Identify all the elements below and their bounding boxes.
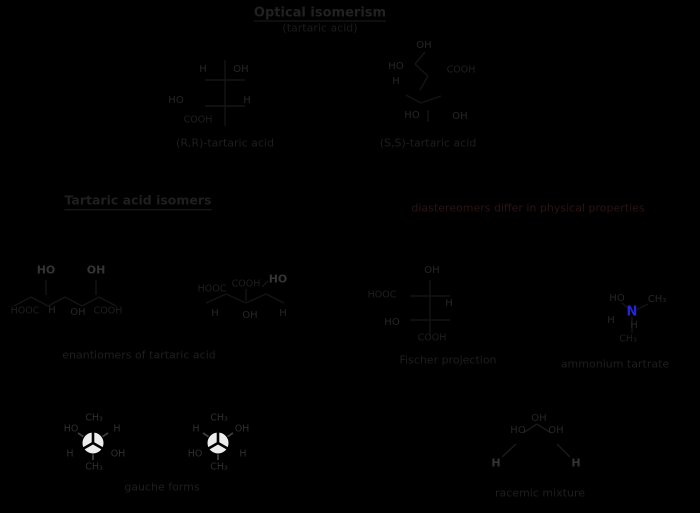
atom-label: OH xyxy=(242,310,258,321)
atom-label: H xyxy=(279,308,287,319)
atom-label: COOH xyxy=(183,114,213,126)
atom-label: HO xyxy=(268,272,288,286)
page-title: Optical isomerism xyxy=(253,5,387,21)
newman-substituent-label: OH xyxy=(110,448,126,460)
atom-label: OH xyxy=(424,265,440,276)
newman-substituent-label: CH₃ xyxy=(210,412,228,424)
atom-label: H xyxy=(445,298,453,309)
newman-substituent-label: HO xyxy=(63,423,79,435)
structure-caption: enantiomers of tartaric acid xyxy=(62,348,216,362)
bonds-middle-1 xyxy=(14,280,116,306)
atom-label: HO xyxy=(388,61,404,72)
atom-label: HO xyxy=(384,317,400,328)
note-text: diastereomers differ in physical properties xyxy=(411,201,645,215)
structure-caption: racemic mixture xyxy=(494,486,586,500)
atom-label: OH xyxy=(416,40,432,51)
atom-label: HO xyxy=(404,110,420,121)
newman-projection-a xyxy=(78,432,108,460)
atom-label: OH xyxy=(70,307,86,318)
page-subtitle: (tartaric acid) xyxy=(282,21,358,35)
atom-label: HO xyxy=(36,263,56,277)
atom-label: H xyxy=(243,95,251,106)
structure-caption: (S,S)-tartaric acid xyxy=(379,136,477,150)
atom-label: H xyxy=(571,456,581,470)
newman-substituent-label: OH xyxy=(234,423,250,435)
newman-substituent-label: H xyxy=(239,448,247,460)
newman-substituent-label: H xyxy=(192,423,200,435)
atom-label: HO xyxy=(609,293,625,304)
newman-substituent-label: CH₃ xyxy=(85,461,103,473)
atom-label: H xyxy=(211,308,219,319)
structure-caption: Fischer projection xyxy=(399,353,497,367)
atom-label: HOOC xyxy=(367,289,397,301)
atom-label: H xyxy=(392,76,400,87)
structure-caption: (R,R)-tartaric acid xyxy=(176,136,274,150)
atom-label: HO xyxy=(510,425,526,436)
atom-label: H xyxy=(199,64,207,75)
atom-label: HOOC xyxy=(10,305,40,317)
atom-label: CH₃ xyxy=(619,333,637,345)
atom-label: H xyxy=(48,305,56,316)
atom-label: H xyxy=(607,315,615,326)
atom-label: H xyxy=(491,456,501,470)
atom-label: COOH xyxy=(231,278,261,290)
atom-label: OH xyxy=(452,111,468,122)
atom-label: OH xyxy=(233,64,249,75)
newman-substituent-label: H xyxy=(66,448,74,460)
bonds-middle-3 xyxy=(410,280,450,336)
atom-label: OH xyxy=(548,425,564,436)
atom-label: COOH xyxy=(417,332,447,344)
nitrogen-atom-label: N xyxy=(626,304,638,320)
atom-label: OH xyxy=(86,263,106,277)
section-heading: Tartaric acid isomers xyxy=(65,194,212,210)
atom-label: OH xyxy=(531,413,547,424)
newman-substituent-label: CH₃ xyxy=(85,412,103,424)
atom-label: H xyxy=(630,320,638,331)
atom-label: HO xyxy=(168,95,184,106)
atom-label: COOH xyxy=(446,64,476,76)
structure-caption: ammonium tartrate xyxy=(560,357,670,371)
atom-label: COOH xyxy=(93,305,123,317)
newman-substituent-label: HO xyxy=(187,448,203,460)
newman-caption: gauche forms xyxy=(124,480,200,494)
atom-label: HOOC xyxy=(197,283,227,295)
atom-label: CH₃ xyxy=(647,294,667,305)
newman-substituent-label: H xyxy=(113,423,121,435)
newman-projection-b xyxy=(203,432,233,460)
newman-substituent-label: CH₃ xyxy=(210,461,228,473)
